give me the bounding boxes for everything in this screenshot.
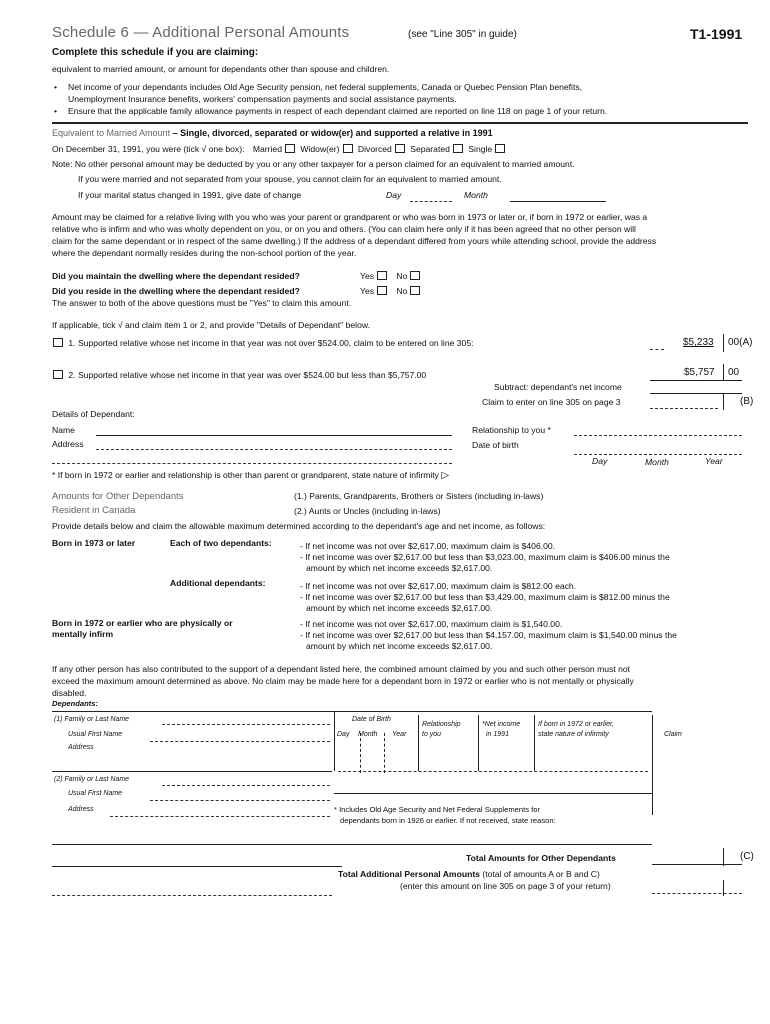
relation-1: (1.) Parents, Grandparents, Brothers or Sisters (including in-laws): [294, 491, 544, 501]
family-2-field[interactable]: [162, 785, 330, 786]
rule-p1: - If net income was not over $2,617.00, maximum claim is $1,540.00.: [300, 619, 563, 629]
cents-divider: [723, 394, 724, 410]
question-note: The answer to both of the above questions must be "Yes" to claim this amount.: [52, 298, 352, 308]
rule-a1: - If net income was not over $2,617.00, maximum claim is $812.00 each.: [300, 581, 577, 591]
usual-1-label: Usual First Name: [68, 731, 123, 738]
col-infirmity: If born in 1972 or earlier,: [538, 721, 614, 728]
infirmity-footnote: * If born in 1972 or earlier and relationship is other than parent or grandparent, state nature of infirmity ▷: [52, 470, 450, 481]
claim-line-label: Claim to enter on line 305 on page 3: [482, 397, 621, 407]
form-code: T1-1991: [690, 26, 743, 42]
rule-e2: - If net income was over $2,617.00 but less than $3,023.00, maximum claim is $406.00 minus the: [300, 552, 670, 562]
q2-yes-no: Yes No: [360, 286, 423, 296]
bullet-1b: Unemployment Insurance benefits, workers' compensation payments and social assistance payments.: [68, 94, 457, 104]
oas-note-1: * Includes Old Age Security and Net Federal Supplements for: [334, 805, 540, 814]
bullet-dot: •: [54, 106, 58, 116]
cents-divider: [723, 848, 724, 866]
cents-divider: [723, 364, 724, 380]
complete-label: Complete this schedule if you are claiming:: [52, 47, 259, 58]
item-2-cents: 00: [728, 367, 740, 378]
born-1972-label-b: mentally infirm: [52, 629, 114, 639]
table-col-divider: [478, 715, 479, 771]
dependant-address-field[interactable]: [96, 449, 452, 450]
provide-details: Provide details below and claim the allowable maximum determined according to the dependant's age and net income, as follows:: [52, 521, 546, 531]
item-2-row: 2. Supported relative whose net income in that year was over $524.00 but less than $5,757.00: [50, 370, 426, 380]
item-2-amount: $5,757: [684, 367, 715, 378]
cents-divider: [723, 880, 724, 896]
total-other-code: (C): [740, 851, 754, 862]
each-two-label: Each of two dependants:: [170, 538, 272, 548]
family-1-field[interactable]: [162, 724, 330, 725]
details-label: Details of Dependant:: [52, 409, 135, 419]
family-1-label: (1) Family or Last Name: [54, 716, 130, 723]
born-1973-label: Born in 1973 or later: [52, 538, 136, 548]
bullet-2: Ensure that the applicable family allowance payments in respect of each dependant claimed are reported on line 118 on page 1 of your return.: [68, 106, 608, 116]
dob-year-label: Year: [705, 456, 723, 466]
change-month-field[interactable]: [510, 201, 606, 202]
question-reside: Did you reside in the dwelling where the dependant resided?: [52, 286, 300, 296]
eligibility-para-3: claim for the same dependant or in respect of the same dwelling.) If the address of a dependant differed from yours while attending school, provide the address: [52, 236, 657, 246]
cents-divider: [723, 334, 724, 352]
dob-label: Date of birth: [472, 440, 519, 450]
table-col-divider: [334, 711, 335, 771]
q1-yes-checkbox[interactable]: [377, 271, 387, 280]
note-2: If you were married and not separated from your spouse, you cannot claim for an equivalent to married amount.: [78, 174, 502, 184]
eligibility-para-2: relative who is infirm and who was wholly dependent on you, or on you and others. (You can claim here only if it has been agreed that no other person will: [52, 224, 636, 234]
other-heading-1: Amounts for Other Dependants: [52, 491, 184, 502]
note-1: Note: No other personal amount may be deducted by you or any other taxpayer for a person claimed for an equivalent to married amount.: [52, 159, 575, 169]
rule-e3: amount by which net income exceeds $2,617.00.: [306, 563, 493, 573]
table-col-divider: [534, 715, 535, 771]
rule-a3: amount by which net income exceeds $2,617.00.: [306, 603, 493, 613]
address-2-field[interactable]: [110, 816, 330, 817]
usual-1-field[interactable]: [150, 741, 330, 742]
other-heading-2: Resident in Canada: [52, 505, 136, 516]
rule-p3: amount by which net income exceeds $2,617.00.: [306, 641, 493, 651]
usual-2-label: Usual First Name: [68, 790, 123, 797]
col-day: Day: [337, 731, 350, 738]
rule-a2: - If net income was over $2,617.00 but less than $3,429.00, maximum claim is $812.00 minus the: [300, 592, 670, 602]
table-col-divider: [652, 715, 653, 815]
eligibility-para-4: where the dependant normally resides during the non-school portion of the year.: [52, 248, 357, 258]
usual-2-field[interactable]: [150, 800, 330, 801]
divorced-checkbox[interactable]: [395, 144, 405, 153]
relationship-field[interactable]: [574, 435, 742, 436]
col-claim: Claim: [664, 731, 682, 738]
total-additional-label: Total Additional Personal Amounts (total of amounts A or B and C): [338, 869, 600, 879]
married-checkbox[interactable]: [285, 144, 295, 153]
relationship-label: Relationship to you *: [472, 425, 551, 435]
marital-status-row: On December 31, 1991, you were (tick √ one box): Married Widow(er) Divorced Separated Single: [52, 144, 508, 154]
dependant-address-field-2[interactable]: [52, 463, 452, 464]
col-infirmity-2: state nature of infirmity: [538, 731, 609, 738]
q1-yes-no: Yes No: [360, 271, 423, 281]
col-month: Month: [358, 731, 378, 738]
schedule-title: Schedule 6 — Additional Personal Amounts: [52, 24, 350, 41]
dob-day-label: Day: [592, 456, 608, 466]
change-day-label: Day: [386, 190, 402, 200]
item-1-amount: $5,233: [683, 337, 714, 348]
item-1-leader: [650, 349, 664, 350]
net-income-field[interactable]: [650, 393, 742, 394]
q1-no-checkbox[interactable]: [410, 271, 420, 280]
separated-checkbox[interactable]: [453, 144, 463, 153]
bullet-dot: •: [54, 82, 58, 92]
item-1-row: 1. Supported relative whose net income in that year was not over $524.00, claim to be entered on line 305:: [50, 338, 474, 348]
address-2-label: Address: [68, 806, 94, 813]
section-divider: [52, 122, 748, 124]
q2-yes-checkbox[interactable]: [377, 286, 387, 295]
contrib-2: exceed the maximum amount determined as above. No claim may be made here for a dependant born in 1972 or earlier who is not mentally or physically: [52, 676, 634, 686]
col-net-income-2: in 1991: [486, 731, 509, 738]
address-1-label: Address: [68, 744, 94, 751]
col-relationship: Relationship: [422, 721, 461, 728]
col-net-income: *Net income: [482, 721, 521, 728]
bottom-rule: [52, 895, 332, 896]
item-1-checkbox[interactable]: [53, 338, 63, 347]
enter-line-note: (enter this amount on line 305 on page 3 of your return): [400, 881, 611, 891]
born-1972-label-a: Born in 1972 or earlier who are physically or: [52, 618, 233, 628]
dob-field[interactable]: [574, 454, 742, 455]
family-2-label: (2) Family or Last Name: [54, 776, 130, 783]
widowed-checkbox[interactable]: [343, 144, 353, 153]
question-maintain: Did you maintain the dwelling where the dependant resided?: [52, 271, 300, 281]
note-3: If your marital status changed in 1991, give date of change: [78, 190, 302, 200]
change-day-field[interactable]: [410, 201, 452, 202]
single-checkbox[interactable]: [495, 144, 505, 153]
equivalent-heading: Equivalent to Married Amount – Single, divorced, separated or widow(er) and supported a relative in 1991: [52, 128, 493, 138]
name-label: Name: [52, 425, 75, 435]
change-month-label: Month: [464, 190, 488, 200]
dependant-name-field[interactable]: [96, 435, 452, 436]
claiming-line: equivalent to married amount, or amount for dependants other than spouse and children.: [52, 64, 390, 74]
total-additional-field[interactable]: [652, 893, 742, 894]
dependants-label: Dependants:: [52, 699, 98, 708]
row-1-fields[interactable]: [338, 771, 648, 772]
table-col-divider: [418, 715, 419, 771]
signature-rule: [52, 866, 342, 867]
contrib-3: disabled.: [52, 688, 87, 698]
q2-no-checkbox[interactable]: [410, 286, 420, 295]
eligibility-para-1: Amount may be claimed for a relative living with you who was your parent or grandparent or who was born in 1973 or later or, if born in 1972 or earlier, was a: [52, 212, 648, 222]
table-col-divider: [384, 733, 385, 773]
bullet-1a: Net income of your dependants includes Old Age Security pension, net federal supplements, Canada or Quebec Pension Plan benefits,: [68, 82, 583, 92]
row-2-top-rule: [334, 793, 652, 794]
amount-underline: [650, 380, 742, 381]
oas-note-2: dependants born in 1926 or earlier. If not received, state reason:: [340, 816, 556, 825]
relation-2: (2.) Aunts or Uncles (including in-laws): [294, 506, 441, 516]
address-label: Address: [52, 439, 84, 449]
see-guide-note: (see "Line 305" in guide): [408, 29, 517, 40]
rule-p2: - If net income was over $2,617.00 but less than $4,157.00, maximum claim is $1,540.00 minus the: [300, 630, 677, 640]
col-dob: Date of Birth: [352, 716, 391, 723]
if-applicable-note: If applicable, tick √ and claim item 1 or 2, and provide "Details of Dependant" below.: [52, 320, 370, 330]
address-1-field[interactable]: [52, 771, 332, 772]
col-year: Year: [392, 731, 407, 738]
col-relationship-2: to you: [422, 731, 442, 738]
table-top-rule: [52, 711, 652, 712]
subtract-label: Subtract: dependant's net income: [494, 382, 622, 392]
oas-reason-field[interactable]: [52, 844, 652, 845]
item-2-checkbox[interactable]: [53, 370, 63, 379]
contrib-1: If any other person has also contributed to the support of a dependant listed here, the combined amount claimed by you and such other person must not: [52, 664, 631, 674]
item-2-code: (B): [740, 396, 754, 407]
claim-field[interactable]: [650, 408, 718, 409]
dob-month-label: Month: [645, 457, 669, 467]
item-1-cents: 00(A): [728, 337, 753, 348]
total-other-label: Total Amounts for Other Dependants: [466, 853, 616, 863]
total-other-field[interactable]: [652, 864, 742, 865]
additional-label: Additional dependants:: [170, 578, 266, 588]
rule-e1: - If net income was not over $2,617.00, maximum claim is $406.00.: [300, 541, 556, 551]
